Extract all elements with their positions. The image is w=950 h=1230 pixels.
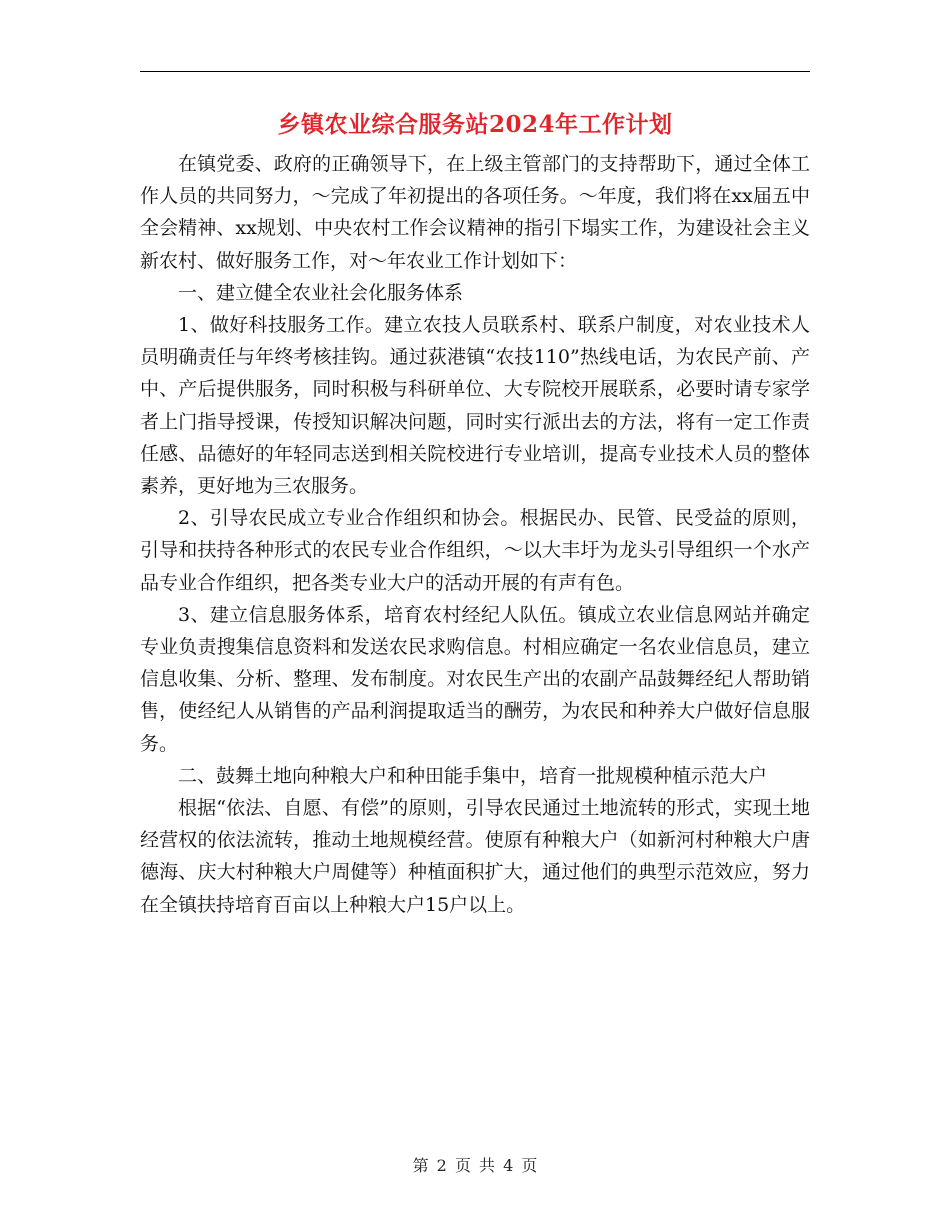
section-heading-1: 一、建立健全农业社会化服务体系 — [178, 281, 464, 304]
page-number-footer: 第 2 页 共 4 页 — [412, 1156, 538, 1175]
paragraph-item-3: 3、建立信息服务体系，培育农村经纪人队伍。镇成立农业信息网站并确定专业负责搜集信息资料和发送农民求购信息。村相应确定一名农业信息员，建立信息收集、分析、整理、发布制度。对农民生产出的农副产品鼓舞经纪人帮助销售，使经纪人从销售的产品利润提取适当的酬劳，为农民和种养大户做好信息服务。 — [140, 603, 810, 755]
header-rule — [140, 71, 810, 72]
document-body — [140, 148, 810, 921]
document-title: 乡镇农业综合服务站2024年工作计划 — [277, 111, 673, 138]
section-heading-2: 二、鼓舞土地向种粮大户和种田能手集中，培育一批规模种植示范大户 — [178, 764, 768, 787]
paragraph-intro: 在镇党委、政府的正确领导下，在上级主管部门的支持帮助下，通过全体工作人员的共同努力，～完成了年初提出的各项任务。～年度，我们将在xx届五中全会精神、xx规划、中央农村工作会议精神的指引下塌实工作，为建设社会主义新农村、做好服务工作，对～年农业工作计划如下： — [140, 153, 810, 272]
paragraph-section-2: 根据“依法、自愿、有偿”的原则，引导农民通过土地流转的形式，实现土地经营权的依法流转，推动土地规模经营。使原有种粮大户（如新河村种粮大户唐德海、庆大村种粮大户周健等）种植面积扩大，通过他们的典型示范效应，努力在全镇扶持培育百亩以上种粮大户15户以上。 — [140, 797, 810, 916]
paragraph-item-1: 1、做好科技服务工作。建立农技人员联系村、联系户制度，对农业技术人员明确责任与年终考核挂钩。通过荻港镇“农技110”热线电话，为农民产前、产中、产后提供服务，同时积极与科研单位、大专院校开展联系，必要时请专家学者上门指导授课，传授知识解决问题，同时实行派出去的方法，将有一定工作责任感、品德好的年轻同志送到相关院校进行专业培训，提高专业技术人员的整体素养，更好地为三农服务。 — [140, 314, 810, 498]
paragraph-item-2: 2、引导农民成立专业合作组织和协会。根据民办、民管、民受益的原则，引导和扶持各种形式的农民专业合作组织，～以大丰圩为龙头引导组织一个水产品专业合作组织，把各类专业大户的活动开展的有声有色。 — [140, 507, 810, 594]
